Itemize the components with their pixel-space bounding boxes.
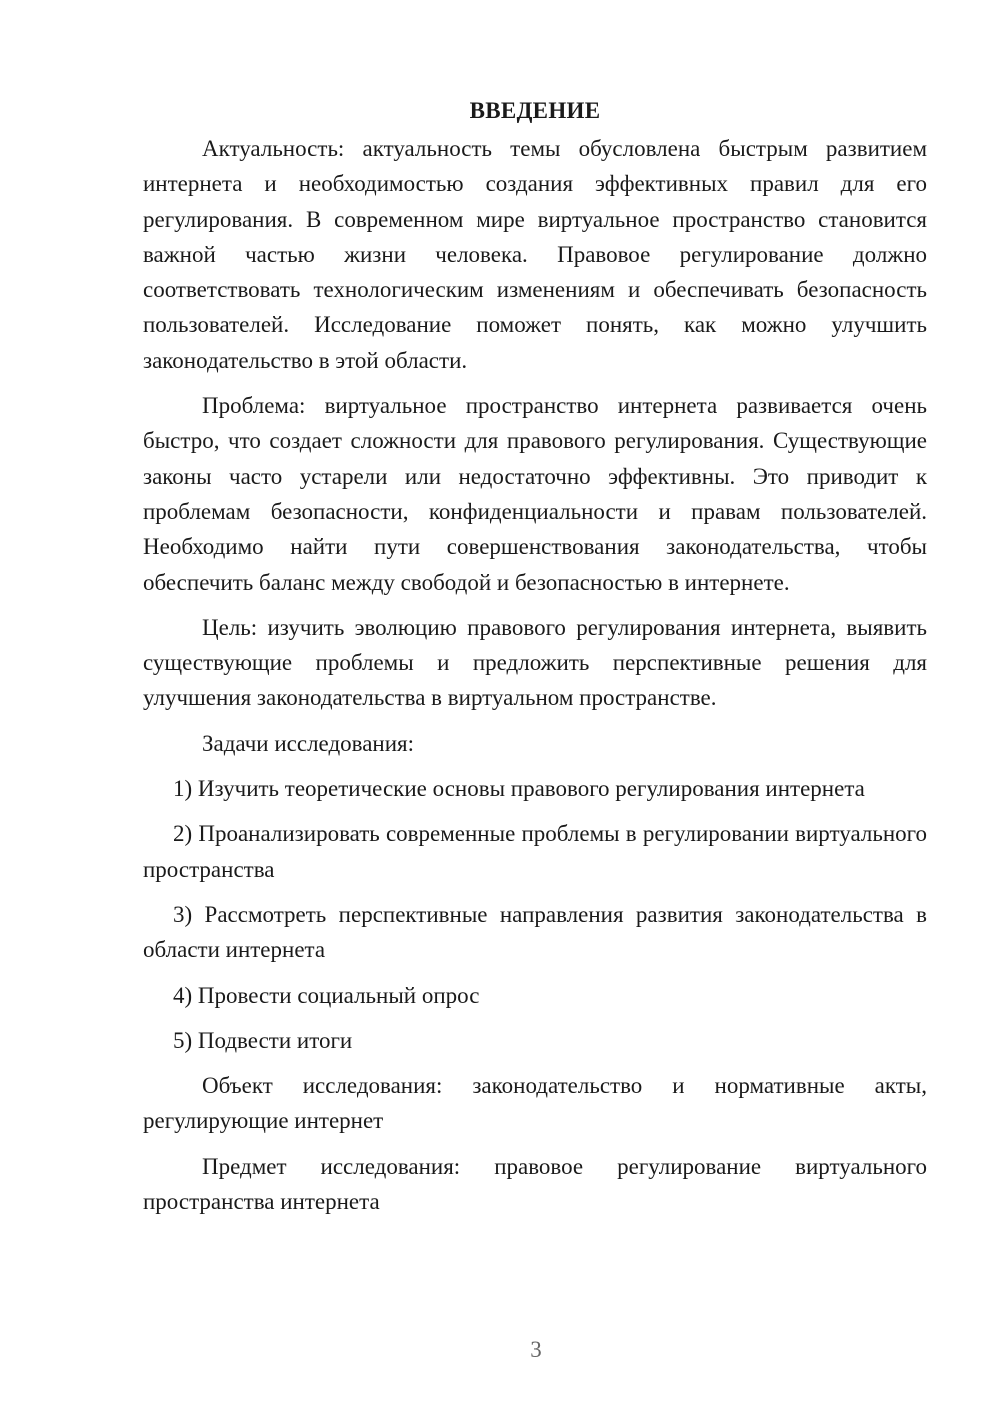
tasks-heading: Задачи исследования:: [202, 730, 415, 756]
tasks-list: [143, 771, 927, 1058]
section-title: ВВЕДЕНИЕ: [469, 98, 601, 123]
problem-paragraph: Проблема: виртуальное пространство интернета развивается очень быстро, что создает сложности для правового регулирования. Существующие законы часто устарели или недостаточно эффективны. Это приводит к проблемам безопасности, конфиденциальности и правам пользователей. Необходимо найти пути совершенствования законодательства, чтобы обеспечить баланс между свободой и безопасностью в интернете.: [143, 393, 927, 595]
task-item: 4) Провести социальный опрос: [173, 982, 480, 1008]
relevance-paragraph: Актуальность: актуальность темы обусловлена быстрым развитием интернета и необходимостью создания эффективных правил для его регулирования. В современном мире виртуальное пространство становится важной частью жизни человека. Правовое регулирование должно соответствовать технологическим изменениям и обеспечивать безопасность пользователей. Исследование поможет понять, как можно улучшить законодательство в этой области.: [143, 136, 927, 373]
task-item: 1) Изучить теоретические основы правового регулирования интернета: [173, 776, 865, 802]
task-item: 3) Рассмотреть перспективные направления развития законодательства в области интернета: [143, 901, 927, 963]
task-item: 5) Подвести итоги: [173, 1027, 353, 1053]
page-number: 3: [530, 1337, 542, 1362]
subject-paragraph: Предмет исследования: правовое регулирование виртуального пространства интернета: [143, 1153, 927, 1215]
document-body: [143, 90, 927, 1229]
object-paragraph: Объект исследования: законодательство и нормативные акты, регулирующие интернет: [143, 1073, 927, 1134]
goal-paragraph: Цель: изучить эволюцию правового регулирования интернета, выявить существующие проблемы и предложить перспективные решения для улучшения законодательства в виртуальном пространстве.: [143, 614, 927, 711]
task-item: 2) Проанализировать современные проблемы в регулировании виртуального пространства: [143, 821, 927, 882]
